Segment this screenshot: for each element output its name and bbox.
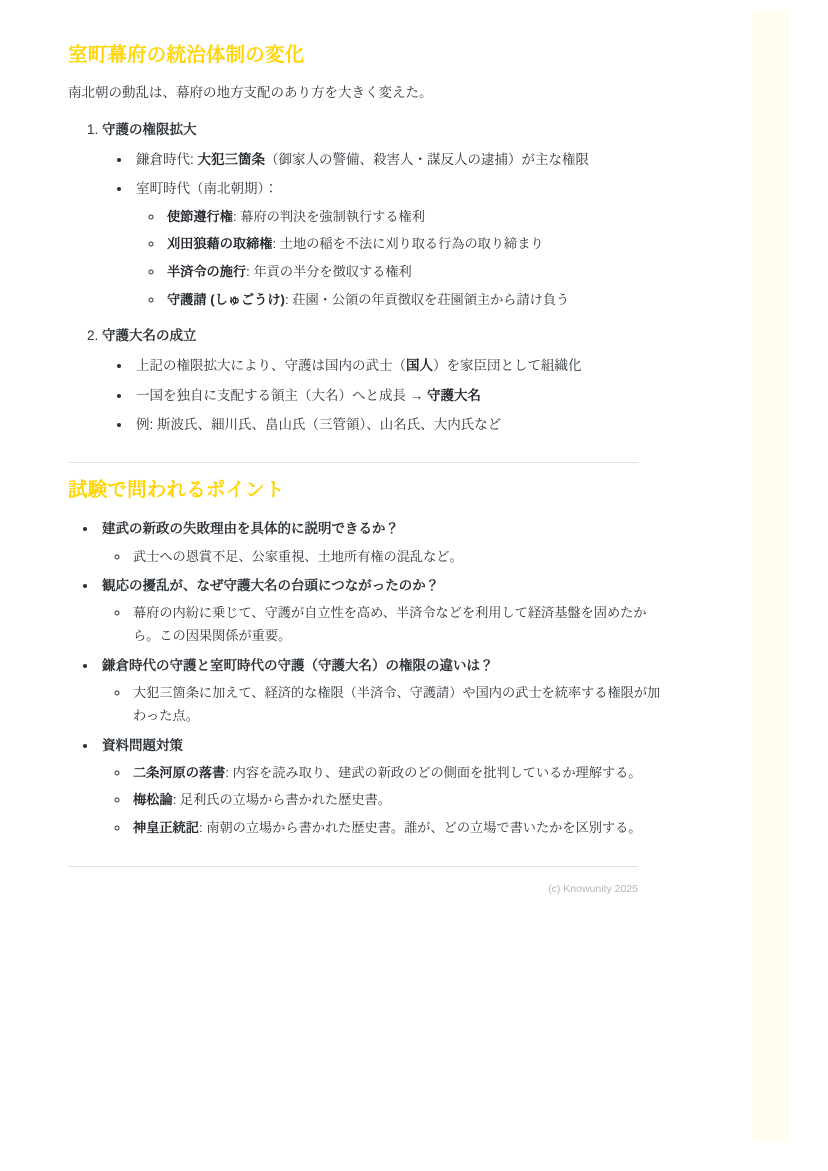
point-heading: 鎌倉時代の守護と室町時代の守護（守護大名）の権限の違いは？ <box>102 657 494 673</box>
copyright-footer: (c) Knowunity 2025 <box>548 882 638 895</box>
list-item <box>132 354 668 377</box>
section-title-governance: 室町幕府の統治体制の変化 <box>68 44 305 66</box>
outline-item <box>102 119 668 311</box>
sub-list-item-text: 刈田狼藉の取締権: 土地の稲を不法に刈り取る行為の取り締まり <box>167 236 544 252</box>
list-item <box>132 148 668 171</box>
sub-bullet-list <box>136 206 668 312</box>
sub-list-item-text: 梅松論: 足利氏の立場から書かれた歴史書。 <box>133 792 391 808</box>
sub-list-item <box>130 789 668 812</box>
section-divider <box>68 462 638 463</box>
list-item <box>132 413 668 436</box>
sub-list-item-text: 二条河原の落書: 内容を読み取り、建武の新政のどの側面を批判しているか理解する。 <box>133 764 642 780</box>
point-heading: 資料問題対策 <box>102 737 183 753</box>
sub-list-item-text: 半済令の施行: 年貢の半分を徴収する権利 <box>167 264 412 280</box>
list-item <box>132 384 668 407</box>
exam-points-list <box>68 517 668 840</box>
outline-item <box>102 325 668 436</box>
list-item-text: 上記の権限拡大により、守護は国内の武士（国人）を家臣団として組織化 <box>136 358 582 374</box>
sub-list-item <box>164 206 668 229</box>
list-item-text: 例: 斯波氏、細川氏、畠山氏（三管領）、山名氏、大内氏など <box>136 416 502 432</box>
bullet-list <box>102 354 668 436</box>
list-item-text: 一国を独自に支配する領主（大名）へと成長 → 守護大名 <box>136 387 482 403</box>
sub-list-item <box>130 817 668 840</box>
page-sheet-inner <box>38 10 752 1142</box>
sub-list-item <box>130 682 668 727</box>
list-item <box>132 177 668 311</box>
point-heading: 建武の新政の失敗理由を具体的に説明できるか？ <box>102 521 399 537</box>
sub-list-item-text: 大犯三箇条に加えて、経済的な権限（半済令、守護請）や国内の武士を統率する権限が加わった点。 <box>133 685 661 723</box>
sub-list-item-text: 使節遵行権: 幕府の判決を強制執行する権利 <box>167 208 425 224</box>
sub-bullet-list <box>102 602 668 647</box>
sub-list-item <box>164 289 668 312</box>
sub-list-item-text: 幕府の内紛に乗じて、守護が自立性を高め、半済令などを利用して経済基盤を固めたから。この因果関係が重要。 <box>133 605 647 644</box>
list-item <box>98 654 668 728</box>
outline-heading: 守護の権限拡大 <box>102 122 197 138</box>
sub-list-item <box>130 602 668 647</box>
bottom-spacer <box>68 895 668 901</box>
sub-list-item-text: 武士への恩賞不足、公家重視、土地所有権の混乱など。 <box>133 548 463 564</box>
sub-bullet-list <box>102 682 668 727</box>
bullet-list <box>102 148 668 311</box>
list-item <box>98 574 668 648</box>
document-content <box>68 32 668 901</box>
list-item-text: 室町時代（南北朝期）： <box>136 181 278 197</box>
sub-list-item <box>130 546 668 569</box>
sub-bullet-list <box>102 546 668 569</box>
sub-list-item <box>130 762 668 785</box>
governance-outline <box>68 119 668 436</box>
list-item-text: 鎌倉時代: 大犯三箇条（御家人の警備、殺害人・謀反人の逮捕）が主な権限 <box>136 152 590 168</box>
point-heading: 観応の擾乱が、なぜ守護大名の台頭につながったのか？ <box>102 578 440 594</box>
section-lead-governance: 南北朝の動乱は、幕府の地方支配のあり方を大きく変えた。 <box>68 85 433 101</box>
sub-list-item <box>164 261 668 284</box>
list-item <box>98 517 668 568</box>
outline-heading: 守護大名の成立 <box>102 328 197 344</box>
section-title-exam-points: 試験で問われるポイント <box>68 479 285 502</box>
sub-list-item <box>164 233 668 256</box>
list-item <box>98 734 668 840</box>
sub-bullet-list <box>102 762 668 840</box>
footer-divider <box>68 866 638 867</box>
page-sheet <box>38 10 790 1142</box>
sub-list-item-text: 神皇正統記: 南朝の立場から書かれた歴史書。誰が、どの立場で書いたかを区別する。 <box>133 820 642 836</box>
sub-list-item-text: 守護請 (しゅごうけ): 荘園・公領の年貢徴収を荘園領主から請け負う <box>167 291 570 307</box>
